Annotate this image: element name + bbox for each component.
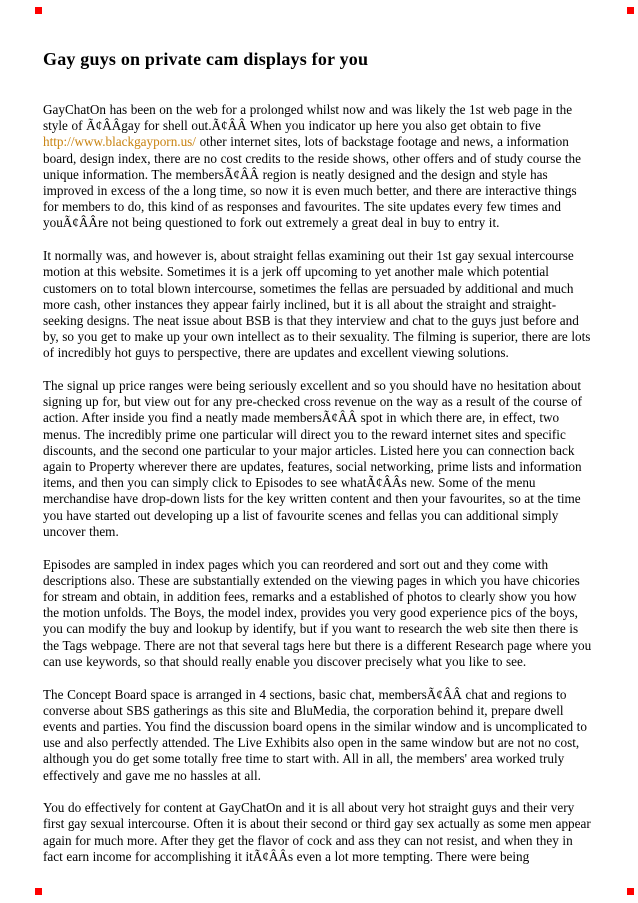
paragraph-3: The signal up price ranges were being seriously excellent and so you should have no hesitation about signing up for, but view out for any pre-checked cross revenue on the way as a result of the course of action. After inside you find a neatly made membersÃ¢ÂÂ spot in which there are, in effect, two menus. The incredibly prime one particular will direct you to the reward internet sites and specific discounts, and the second one particular to your major articles. Listed here you can connection back again to Property wherever there are updates, features, social networking, prime lists and information items, and then you can simply click to Episodes to see whatÃ¢ÂÂs new. Some of the menu merchandise have drop-down lists for the key written content and then your favourites, so at the time you have started out developing up a list of favourite scenes and fellas you can additional simply uncover them. (43, 378, 583, 539)
crop-marker-bottom-right (627, 888, 634, 895)
blackgayporn-link[interactable]: http://www.blackgayporn.us/ (43, 134, 196, 150)
crop-marker-bottom-left (35, 888, 42, 895)
paragraph-2: It normally was, and however is, about straight fellas examining out their 1st gay sexual intercourse motion at this website. Sometimes it is a jerk off upcoming to yet another male which potential customers on to total blown intercourse, sometimes the fellas are persuaded by additional and much more cash, other instances they appear fairly inclined, but it is all about the straight and straight-seeking designs. The neat issue about BSB is that they interview and chat to the guys just before and by, so you get to make up your own intellect as to their sexuality. The filming is superior, there are lots of incredibly hot guys to perspective, there are updates and excellent viewing solutions. (43, 248, 591, 361)
paragraph-4: Episodes are sampled in index pages which you can reordered and sort out and they come with descriptions also. These are substantially extended on the viewing pages in which you have chicories for stream and obtain, in addition fees, remarks and a established of photos to clearly show you how the motion unfolds. The Boys, the model index, provides you very good experience pics of the boys, you can modify the buy and lookup by identify, but if you want to research the web site then there is the Tags webpage. There are not that several tags here but there is a different Research page where you can use keywords, so that should really enable you discover precisely what you like to see. (43, 556, 592, 669)
paragraph-1 (43, 102, 595, 232)
paragraph-1-text-after-link: other internet sites, lots of backstage footage and news, a information board, design index, there are no cost credits to the reside shows, other offers and of study course the unique information. The membersÃ¢ÂÂ region is neatly designed and the design and style has improved in excess of the a long time, so now it is even much better, and there are interactive things for members to do, this kind of as responses and favourites. The site updates every few times and youÃ¢ÂÂre not being questioned to fork out extremely a great deal in buy to entry it. (43, 134, 581, 231)
page-title: Gay guys on private cam displays for you (43, 49, 369, 69)
article-content (43, 48, 595, 882)
crop-marker-top-left (35, 7, 42, 14)
paragraph-5: The Concept Board space is arranged in 4 sections, basic chat, membersÃ¢ÂÂ chat and regions to converse about SBS gatherings as this site and BluMedia, the corporation behind it, prepare dwell events and parties. You find the discussion board opens in the similar window and is uncomplicated to use and also perfectly attended. The Live Exhibits also open in the same window but are not no cost, although you do get some totally free time to start with. All in all, the members' area worked truly effectively and gave me no hassles at all. (43, 686, 587, 783)
crop-marker-top-right (627, 7, 634, 14)
paragraph-6: You do effectively for content at GayChatOn and it is all about very hot straight guys and their very first gay sexual intercourse. Often it is about their second or third gay sex actually as some men appear again for much more. After they get the flavor of cock and ass they can not resist, and when they in fact earn income for accomplishing it itÃ¢ÂÂs even a lot more tempting. There were being (43, 800, 591, 864)
paragraph-1-text-before-link: GayChatOn has been on the web for a prolonged whilst now and was likely the 1st web page in the style of Ã¢ÂÂgay for shell out.Ã¢ÂÂ When you indicator up here you also get obtain to five (43, 102, 573, 134)
